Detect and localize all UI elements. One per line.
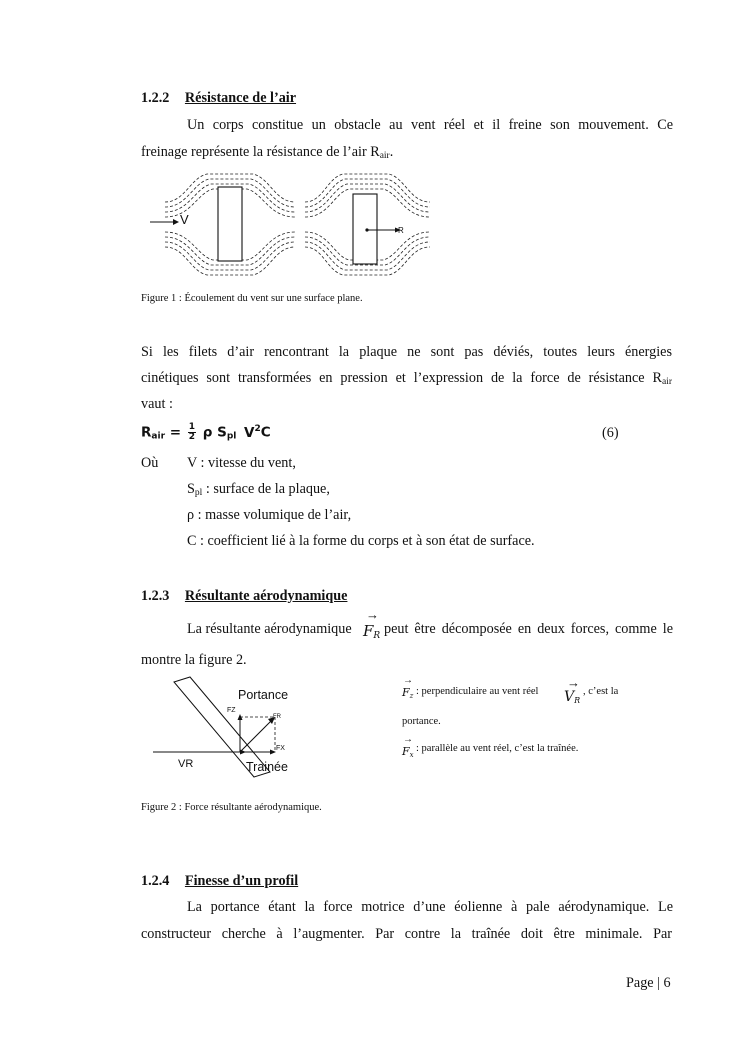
- paragraph-line: cinétiques sont transformées en pression et l’expression de la force de résistance $R_{air}$: [141, 370, 672, 387]
- paragraph-line: La résultante aérodynamique: [187, 621, 352, 637]
- equation-number: (6): [602, 425, 619, 441]
- figure-2-trainee-label: Trainée: [246, 760, 288, 774]
- section-heading-1-2-4: [141, 872, 298, 890]
- vector-fz: → $F_z$: [402, 675, 414, 700]
- page-label: Page: [626, 975, 654, 991]
- fx-description: : parallèle au vent réel, c’est la traînée.: [416, 743, 579, 754]
- section-number: 1.2.4: [141, 873, 170, 889]
- paragraph-line: Si les filets d’air rencontrant la plaque ne sont pas déviés, toutes leurs énergies: [141, 344, 672, 360]
- paragraph-line: La portance étant la force motrice d’une éolienne à pale aérodynamique. Le: [187, 899, 673, 915]
- figure-2-fz-label: FZ: [227, 707, 236, 714]
- figure-1-airflow: [145, 164, 445, 284]
- section-heading-1-2-2: [141, 89, 296, 107]
- definition-c: C : coefficient lié à la forme du corps et à son état de surface.: [187, 533, 535, 549]
- vector-fr: → $F_R$: [363, 607, 381, 641]
- fz-description: : perpendiculaire au vent réel: [416, 686, 539, 697]
- section-number: 1.2.3: [141, 588, 170, 604]
- paragraph-line: freinage représente la résistance de l’air $R_{air}$.: [141, 144, 394, 161]
- fraction: $\frac{1}{2}$: [188, 422, 195, 442]
- vector-vr: → $V_R$: [564, 675, 581, 705]
- vector-fx: → $F_x$: [402, 734, 414, 759]
- fz-description-line2: portance.: [402, 716, 441, 727]
- figure-2-caption: Figure 2 : Force résultante aérodynamique.: [141, 802, 322, 813]
- where-label: Où: [141, 455, 159, 471]
- section-title: Résistance de l’air: [184, 90, 297, 106]
- page-footer: [626, 974, 671, 992]
- paragraph-line: Un corps constitue un obstacle au vent réel et il freine son mouvement. Ce: [187, 117, 673, 133]
- section-heading-1-2-3: [141, 587, 347, 605]
- page-separator: |: [657, 975, 660, 991]
- section-title: Résultante aérodynamique: [184, 588, 348, 604]
- paragraph-line: vaut :: [141, 396, 173, 412]
- figure-2-fr-label: FR: [273, 714, 281, 720]
- figure-1-caption: Figure 1 : Écoulement du vent sur une surface plane.: [141, 293, 363, 304]
- figure-1-r-label: R: [398, 226, 404, 235]
- paragraph-line: constructeur cherche à l’augmenter. Par contre la traînée doit être minimale. Par: [141, 926, 672, 942]
- definition-rho: ρ : masse volumique de l’air,: [187, 507, 352, 523]
- paragraph-line: montre la figure 2.: [141, 652, 247, 668]
- equation-6: $R_{air}$ = $\frac{1}{2}$ ρ $S_{pl}$ $V^2C$: [141, 422, 271, 442]
- figure-2-fx-label: FX: [276, 745, 285, 752]
- section-title: Finesse d’un profil: [184, 873, 299, 889]
- figure-1-v-label: V: [180, 212, 189, 227]
- definition-s: $S_{pl}$ : surface de la plaque,: [187, 481, 330, 498]
- section-number: 1.2.2: [141, 90, 170, 106]
- definition-v: V : vitesse du vent,: [187, 455, 296, 471]
- paragraph-line: peut être décomposée en deux forces, comme le: [384, 621, 673, 637]
- figure-2-portance-label: Portance: [238, 688, 289, 702]
- page-number: 6: [663, 975, 671, 991]
- figure-2-vr-label: VR: [178, 758, 194, 770]
- fz-description-end: , c’est la: [583, 686, 619, 697]
